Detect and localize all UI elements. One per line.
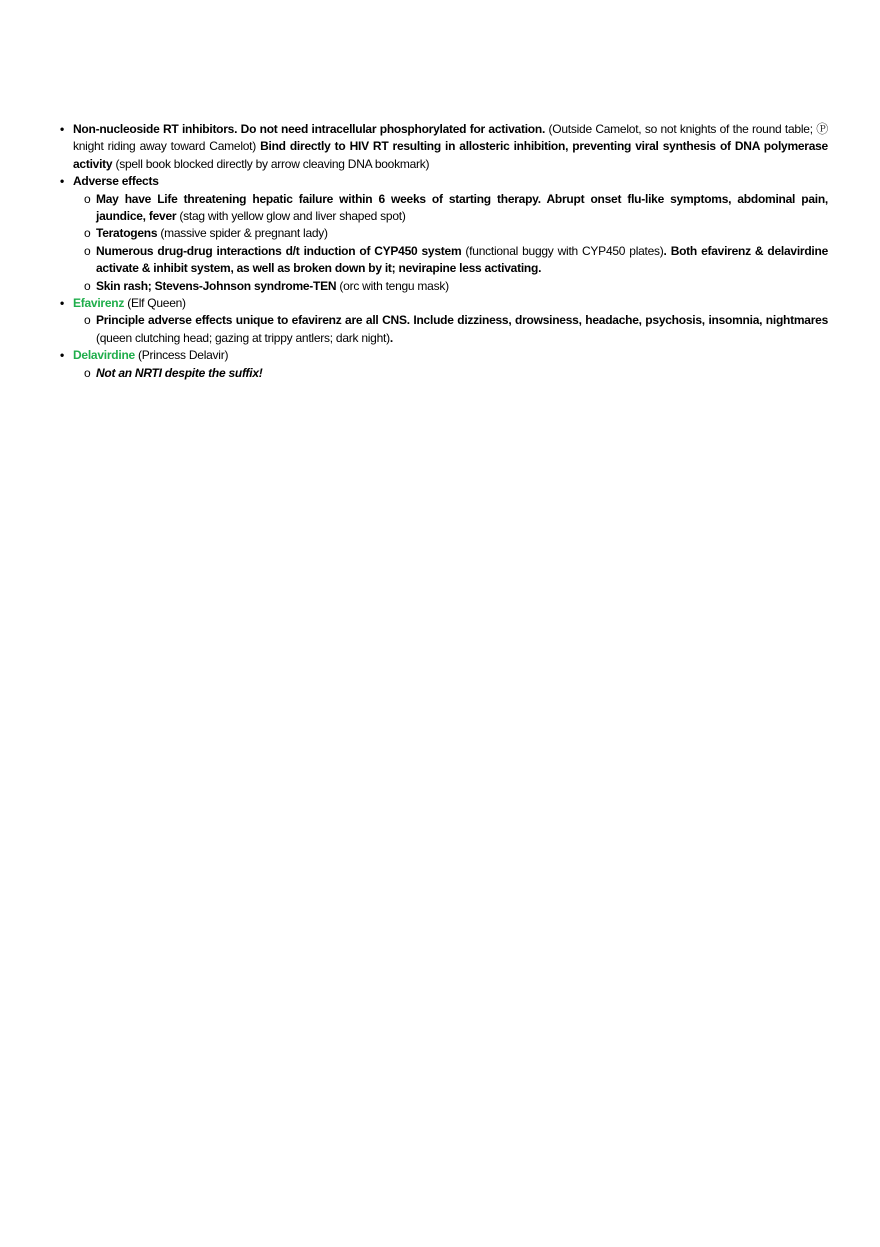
bullet: • <box>60 174 64 189</box>
list-item-efavirenz <box>60 295 828 312</box>
mnemonic-text: (Princess Delavir) <box>134 348 229 363</box>
bullet: • <box>60 122 64 136</box>
sub-bullet: o <box>84 365 91 380</box>
bold-text: . <box>389 330 393 345</box>
sub-bullet: o <box>84 278 91 293</box>
document-body <box>60 121 828 382</box>
sub-item <box>60 191 828 226</box>
bold-italic-text: Not an NRTI despite the suffix! <box>96 365 263 380</box>
bullet: • <box>60 296 64 311</box>
mnemonic-text: (massive spider & pregnant lady) <box>157 226 328 241</box>
mnemonic-text: (queen clutching head; gazing at trippy antlers; dark night) <box>96 330 390 345</box>
sub-item <box>60 225 828 242</box>
sub-bullet: o <box>84 313 91 328</box>
mnemonic-text: (orc with tengu mask) <box>336 278 449 293</box>
heading-text: Adverse effects <box>73 174 159 189</box>
mnemonic-text: (functional buggy with CYP450 plates) <box>461 243 664 258</box>
sub-item <box>60 365 828 382</box>
mnemonic-text: (Outside Camelot, so not knights of the round table; Ⓟ knight riding away toward Camelot) <box>73 122 829 154</box>
mnemonic-text: (stag with yellow glow and liver shaped spot) <box>176 209 406 224</box>
bold-text: Non-nucleoside RT inhibitors. Do not need intracellular phosphorylated for activation. <box>73 122 546 136</box>
sub-bullet: o <box>84 243 91 258</box>
bold-text: May have Life threatening hepatic failure within 6 weeks of starting therapy. Abrupt onset flu-like symptoms, abdominal pain, jaundice, fever <box>96 191 828 224</box>
bold-text: . Both efavirenz & delavirdine activate & inhibit system, as well as broken down by it; nevirapine less activating. <box>96 243 828 276</box>
sub-item <box>60 312 828 347</box>
list-item-nnrti <box>60 121 828 173</box>
sub-bullet: o <box>84 226 91 241</box>
sub-item <box>60 243 828 278</box>
list-item-adverse-effects <box>60 173 828 190</box>
mnemonic-text: (Elf Queen) <box>124 296 186 311</box>
bold-text: Skin rash; Stevens-Johnson syndrome-TEN <box>96 278 337 293</box>
list-item-delavirdine <box>60 347 828 364</box>
drug-name: Efavirenz <box>73 296 125 311</box>
drug-name: Delavirdine <box>73 348 135 363</box>
sub-item <box>60 278 828 295</box>
mnemonic-text: (spell book blocked directly by arrow cleaving DNA bookmark) <box>112 156 430 171</box>
sub-bullet: o <box>84 191 91 206</box>
bullet: • <box>60 348 64 363</box>
bold-text: Principle adverse effects unique to efavirenz are all CNS. Include dizziness, drowsiness, headache, psychosis, insomnia, nightmares <box>96 313 828 328</box>
bold-text: Teratogens <box>96 226 158 241</box>
bold-text: Bind directly to HIV RT resulting in allosteric inhibition, preventing viral synthesis of DNA polymerase activity <box>73 139 828 171</box>
bold-text: Numerous drug-drug interactions d/t induction of CYP450 system <box>96 243 462 258</box>
